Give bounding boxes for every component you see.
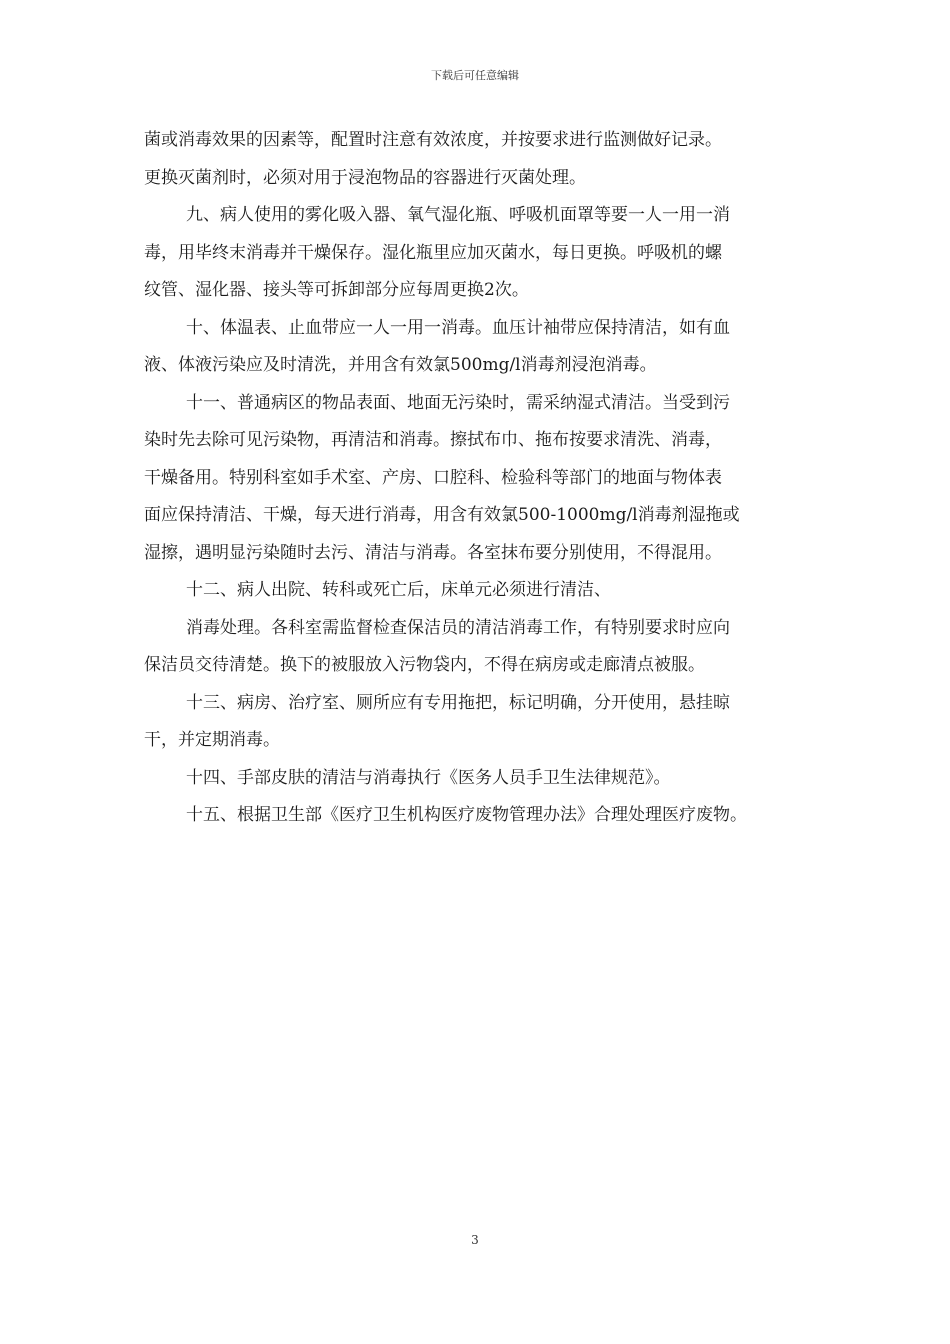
page-number: 3 (471, 1233, 479, 1247)
text-line: 液、体液污染应及时清洗，并用含有效氯500mg/l消毒剂浸泡消毒。 (144, 355, 657, 375)
text-line: 干燥备用。特别科室如手术室、产房、口腔科、检验科等部门的地面与物体表 (144, 467, 722, 488)
text-line: 面应保持清洁、干燥，每天进行消毒，用含有效氯500-1000mg/l消毒剂湿拖或 (144, 505, 740, 525)
text-line: 染时先去除可见污染物，再清洁和消毒。擦拭布巾、拖布按要求清洗、消毒， (144, 430, 722, 450)
document-body (144, 122, 810, 835)
text-line: 更换灭菌剂时，必须对用于浸泡物品的容器进行灭菌处理。 (144, 167, 586, 188)
text-line: 毒，用毕终末消毒并干燥保存。湿化瓶里应加灭菌水，每日更换。呼吸机的螺 (144, 242, 722, 263)
text-line: 保洁员交待清楚。换下的被服放入污物袋内，不得在病房或走廊清点被服。 (144, 655, 705, 675)
page-header: 下载后可任意编辑 (431, 69, 519, 82)
text-line: 菌或消毒效果的因素等，配置时注意有效浓度，并按要求进行监测做好记录。 (144, 130, 722, 150)
text-line: 十一、普通病区的物品表面、地面无污染时，需采纳湿式清洁。当受到污 (186, 392, 730, 413)
text-line: 消毒处理。各科室需监督检查保洁员的清洁消毒工作，有特别要求时应向 (186, 617, 730, 638)
text-line: 十二、病人出院、转科或死亡后，床单元必须进行清洁、 (186, 580, 611, 600)
text-line: 湿擦，遇明显污染随时去污、清洁与消毒。各室抹布要分别使用，不得混用。 (144, 542, 722, 563)
text-line: 纹管、湿化器、接头等可拆卸部分应每周更换2次。 (144, 280, 529, 300)
text-line: 干，并定期消毒。 (144, 730, 280, 750)
text-line: 九、病人使用的雾化吸入器、氧气湿化瓶、呼吸机面罩等要一人一用一消 (186, 205, 730, 225)
text-line: 十三、病房、治疗室、厕所应有专用拖把，标记明确，分开使用，悬挂晾 (186, 692, 730, 713)
text-line: 十四、手部皮肤的清洁与消毒执行《医务人员手卫生法律规范》。 (186, 767, 671, 788)
text-line: 十五、根据卫生部《医疗卫生机构医疗废物管理办法》合理处理医疗废物。 (186, 805, 747, 825)
text-line: 十、体温表、止血带应一人一用一消毒。血压计袖带应保持清洁，如有血 (186, 317, 730, 338)
